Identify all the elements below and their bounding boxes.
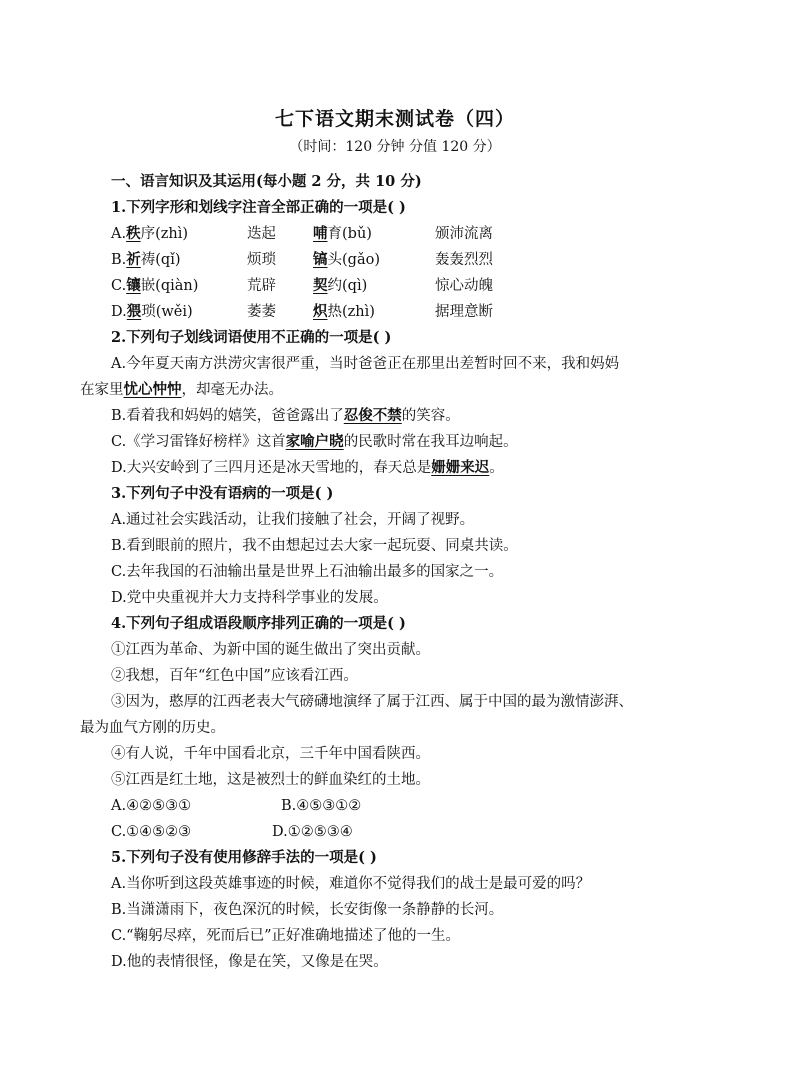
q4-sentence-4: ④有人说，千年中国看北京，三千年中国看陕西。: [111, 746, 430, 762]
q2-option-a-line1: A.今年夏天南方洪涝灾害很严重，当时爸爸正在那里出差暂时回不来，我和妈妈: [111, 356, 620, 372]
q4-stem: 4.下列句子组成语段顺序排列正确的一项是( ): [111, 615, 406, 632]
page-title: 七下语文期末测试卷（四）: [274, 108, 515, 130]
q4-option-b: B.④⑤③①②: [281, 798, 362, 814]
q5-option-c: C.“鞠躬尽瘁，死而后已”正好准确地描述了他的一生。: [111, 928, 461, 944]
q3-option-b: B.看到眼前的照片，我不由想起过去大家一起玩耍、同桌共读。: [111, 538, 518, 554]
q1-option-c: C.镶嵌(qiàn) 荒辟 契约(qì) 惊心动魄: [111, 277, 493, 294]
q3-option-a: A.通过社会实践活动，让我们接触了社会，开阔了视野。: [111, 512, 475, 528]
q5-option-d: D.他的表情很怪，像是在笑，又像是在哭。: [111, 954, 388, 970]
q4-option-c: C.①④⑤②③: [111, 824, 192, 840]
q4-sentence-3-line2: 最为血气方刚的历史。: [80, 720, 225, 736]
q3-option-c: C.去年我国的石油输出量是世界上石油输出最多的国家之一。: [111, 564, 504, 580]
q1-stem: 1.下列字形和划线字注音全部正确的一项是( ): [111, 199, 406, 216]
q4-option-a: A.④②⑤③①: [111, 798, 192, 814]
q2-option-d: D.大兴安岭到了三四月还是冰天雪地的，春天总是姗姗来迟。: [111, 459, 504, 476]
q5-option-a: A.当你听到这段英雄事迹的时候，难道你不觉得我们的战士是最可爱的吗？: [111, 876, 591, 892]
q3-option-d: D.党中央重视并大力支持科学事业的发展。: [111, 590, 388, 606]
q4-option-d: D.①②⑤③④: [272, 824, 353, 840]
q2-option-a-line2: 在家里忧心忡忡，却毫无办法。: [80, 381, 283, 398]
section-heading: 一、语言知识及其运用(每小题 2 分，共 10 分): [111, 173, 422, 190]
q5-option-b: B.当潇潇雨下，夜色深沉的时候，长安街像一条静静的长河。: [111, 902, 504, 918]
q4-sentence-5: ⑤江西是红土地，这是被烈士的鲜血染红的土地。: [111, 772, 430, 788]
q5-stem: 5.下列句子没有使用修辞手法的一项是( ): [111, 849, 377, 866]
q4-sentence-3-line1: ③因为，憨厚的江西老表大气磅礴地演绎了属于江西、属于中国的最为激情澎湃、: [111, 694, 633, 710]
q1-option-b: B.祈祷(qǐ) 烦琐 镐头(gǎo) 轰轰烈烈: [111, 251, 493, 268]
q4-sentence-1: ①江西为革命、为新中国的诞生做出了突出贡献。: [111, 642, 430, 658]
q1-option-a: A.秩序(zhì) 迭起 哺育(bǔ) 颁沛流离: [111, 225, 493, 242]
q2-option-b: B.看着我和妈妈的嬉笑，爸爸露出了忍俊不禁的笑容。: [111, 407, 460, 424]
q2-option-c: C.《学习雷锋好榜样》这首家喻户晓的民歌时常在我耳边响起。: [111, 433, 518, 450]
q2-stem: 2.下列句子划线词语使用不正确的一项是( ): [111, 329, 392, 346]
page-subtitle: （时间：120 分钟 分值 120 分）: [289, 139, 501, 155]
q4-sentence-2: ②我想，百年“红色中国”应该看江西。: [111, 668, 358, 684]
q3-stem: 3.下列句子中没有语病的一项是( ): [111, 485, 334, 502]
q1-option-d: D.猥琐(wěi) 萎萎 炽热(zhì) 据理意断: [111, 303, 493, 320]
